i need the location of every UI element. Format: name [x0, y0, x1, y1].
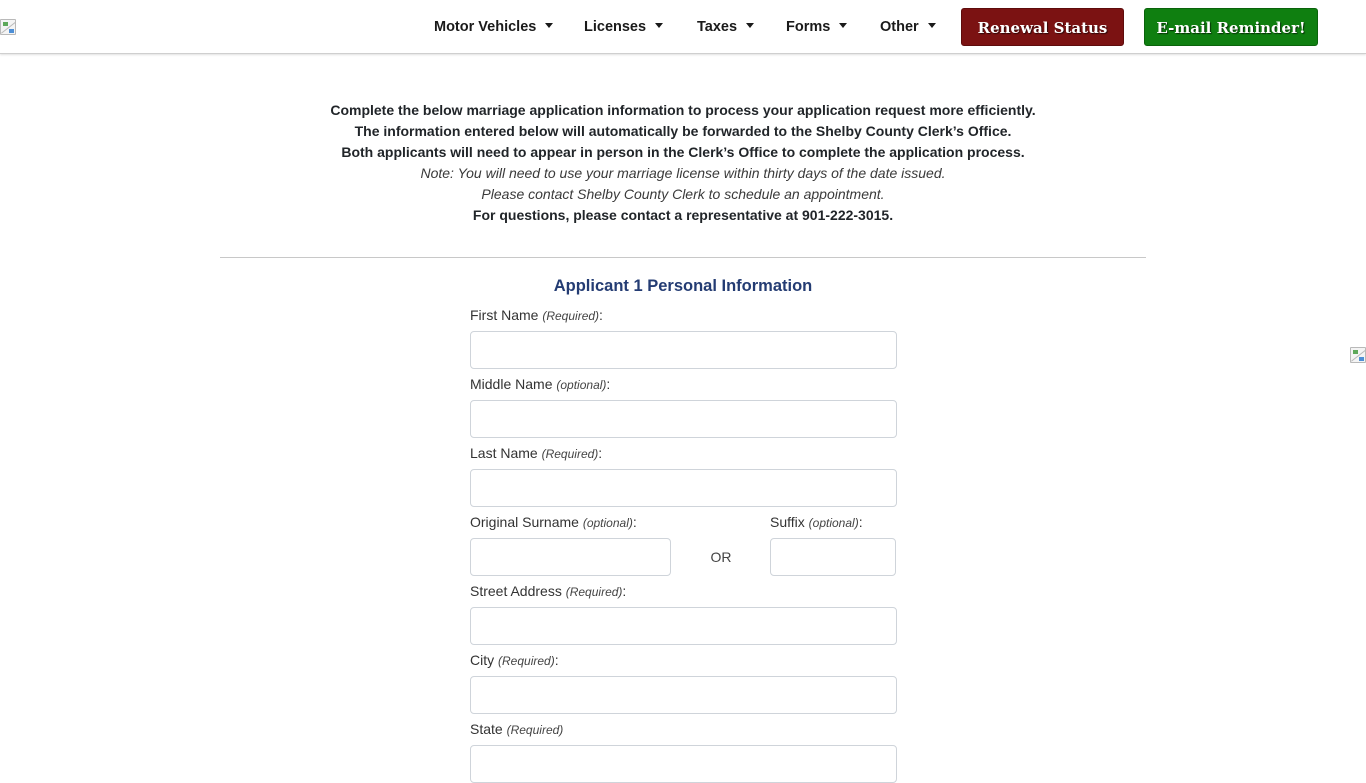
required-qualifier: (Required)	[565, 585, 623, 599]
nav-taxes-label: Taxes	[697, 19, 738, 35]
email-reminder-button[interactable]: E-mail Reminder!	[1144, 8, 1318, 46]
caret-down-icon	[655, 23, 663, 28]
nav-other[interactable]	[880, 17, 936, 37]
intro-note: Please contact Shelby County Clerk to schedule an appointment.	[481, 186, 885, 202]
original-surname-input[interactable]	[470, 538, 671, 576]
city-input[interactable]	[470, 676, 897, 714]
street-address-input[interactable]	[470, 607, 897, 645]
first-name-label: First Name (Required):	[470, 307, 603, 323]
nav-licenses[interactable]	[584, 17, 663, 37]
top-navbar	[0, 0, 1366, 54]
optional-qualifier: (optional)	[556, 378, 607, 392]
city-label: City (Required):	[470, 652, 559, 668]
state-label	[470, 720, 563, 739]
suffix-label-text: Suffix	[770, 514, 805, 530]
middle-name-label-text: Middle Name	[470, 376, 553, 392]
optional-qualifier: (optional)	[582, 516, 633, 530]
required-qualifier: (Required)	[506, 723, 564, 737]
city-label-text: City	[470, 652, 495, 668]
nav-licenses-label: Licenses	[584, 19, 647, 35]
nav-other-label: Other	[880, 19, 919, 35]
first-name-label-text: First Name	[470, 307, 539, 323]
required-qualifier: (Required)	[542, 309, 600, 323]
state-input[interactable]	[470, 745, 897, 783]
intro-text	[220, 100, 1146, 226]
required-qualifier: (Required)	[498, 654, 555, 668]
suffix-input[interactable]	[770, 538, 896, 576]
nav-forms[interactable]	[786, 17, 847, 37]
or-separator: OR	[710, 549, 732, 565]
caret-down-icon	[746, 23, 754, 28]
middle-name-label: Middle Name (optional):	[470, 376, 611, 392]
first-name-input[interactable]	[470, 331, 897, 369]
last-name-label-text: Last Name	[470, 445, 538, 461]
renewal-status-button[interactable]: Renewal Status	[961, 8, 1124, 46]
street-address-label-text: Street Address	[470, 583, 562, 599]
intro-line: The information entered below will automatically be forwarded to the Shelby County Clerk’s Office.	[354, 123, 1012, 139]
last-name-input[interactable]	[470, 469, 897, 507]
side-broken-image-icon	[1350, 347, 1366, 363]
intro-line: Complete the below marriage application information to process your application request more efficiently.	[330, 102, 1036, 118]
state-label-text: State	[470, 721, 503, 737]
intro-line: Both applicants will need to appear in person in the Clerk’s Office to complete the application process.	[341, 144, 1025, 160]
suffix-label: Suffix (optional):	[770, 514, 863, 530]
caret-down-icon	[928, 23, 936, 28]
intro-contact: For questions, please contact a representative at 901-222-3015.	[472, 207, 894, 223]
caret-down-icon	[839, 23, 847, 28]
intro-note: Note: You will need to use your marriage license within thirty days of the date issued.	[420, 165, 946, 181]
original-surname-label-text: Original Surname	[470, 514, 579, 530]
last-name-label: Last Name (Required):	[470, 445, 603, 461]
nav-forms-label: Forms	[786, 19, 831, 35]
caret-down-icon	[545, 23, 553, 28]
nav-motor-vehicles[interactable]	[434, 17, 553, 37]
section-divider	[220, 257, 1146, 258]
section-title: Applicant 1 Personal Information	[553, 277, 813, 295]
nav-motor-vehicles-label: Motor Vehicles	[434, 19, 537, 35]
logo-broken-image-icon[interactable]	[0, 19, 16, 35]
street-address-label: Street Address (Required):	[470, 583, 627, 599]
original-surname-label: Original Surname (optional):	[470, 514, 637, 530]
nav-taxes[interactable]	[697, 17, 754, 37]
middle-name-input[interactable]	[470, 400, 897, 438]
optional-qualifier: (optional)	[808, 516, 859, 530]
required-qualifier: (Required)	[541, 447, 599, 461]
